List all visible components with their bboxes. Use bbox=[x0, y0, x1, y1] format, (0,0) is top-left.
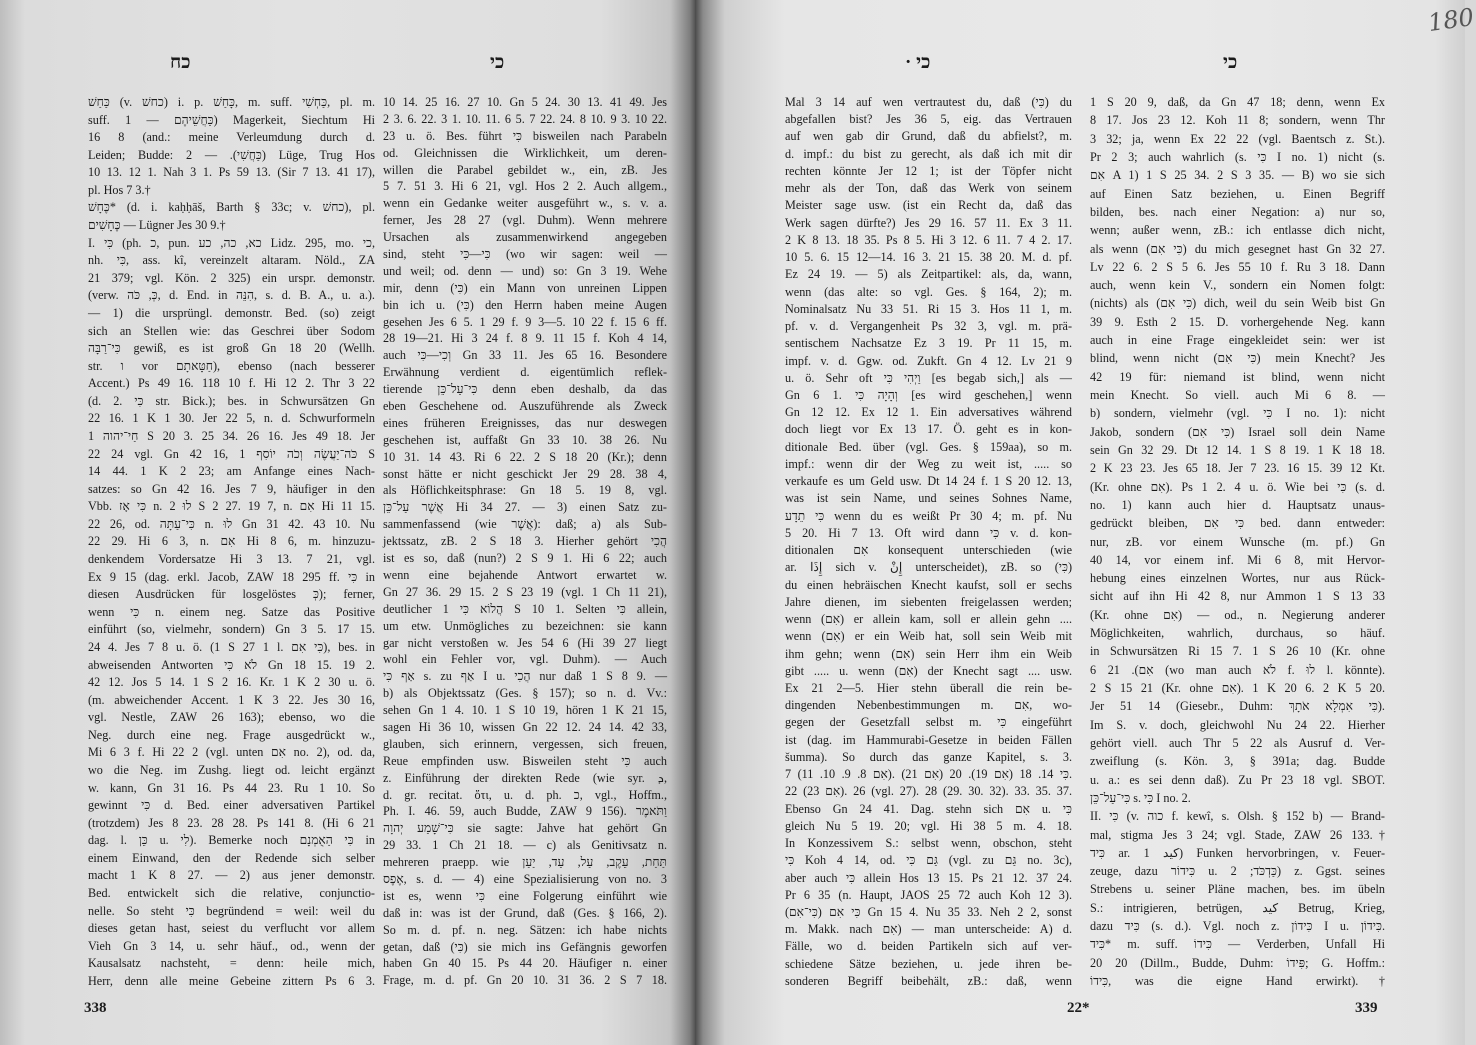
right-page bbox=[695, 0, 1465, 1045]
text-line: wenn; außer wenn, zB.: ich entlasse dich nicht, bbox=[1090, 223, 1385, 238]
text-line: אַף כִּי s. zu אַף I u. הֲכִי nur daß 1 S 8 9. — bbox=[383, 669, 668, 684]
text-line: אִם). 21 6 (wo man auch לֹא f. לוּ l. könnte). bbox=[1090, 662, 1385, 677]
text-line: 20 20 (Dillm., Budde, Duhm: פִּידוֹ; G. Hoffm.: bbox=[1090, 955, 1385, 970]
text-line: 16 8 (and.: meine Verleumdung durch d. bbox=[88, 130, 375, 145]
text-line: Neg. durch eine neg. Frage ausgedrückt w., bbox=[88, 727, 375, 742]
text-line: S.: intrigieren, betrügen, كيد Betrug, Krieg, bbox=[1090, 900, 1385, 915]
text-line: Möglichkeiten, wahrlich, durchaus, so häuf. bbox=[1090, 626, 1385, 641]
text-line: glauben, sich erinnern, vergessen, sich freuen, bbox=[383, 736, 667, 751]
text-line: diesen Ausdrücken für losgelöstes כְּ); ferner, bbox=[88, 587, 375, 602]
text-line: אֲשֶׁר עַל־כֵּן Hi 34 27. — 3) einen Satz zu- bbox=[383, 500, 667, 515]
text-line: כִּי־רַבָּה gewiß, es ist groß Gn 18 20 (Wellh. bbox=[88, 341, 375, 356]
text-line: du einen hebräischen Knecht kaufst, soll er sechs bbox=[785, 577, 1072, 592]
text-line: gesehen Jes 6 5. 1 29 f. 9 3—5. 10 22 f. 15 6 ff. bbox=[383, 314, 667, 329]
text-line: sammenfassend (wie אֲשֶׁר): daß; a) als Sub- bbox=[383, 517, 667, 532]
text-line: כַּחַשׁ (v. כחשׁ) i. p. כָּחַשׁ, m. suff. כַּחְשִׁי, pl. m. bbox=[88, 95, 375, 109]
text-line: und weil; od. denn — und) so: Gn 3 19. Wehe bbox=[383, 263, 667, 278]
text-line: macht 1 K 8 27. — 2) aus jener demonstr. bbox=[88, 868, 375, 883]
text-line: כִּי תֵדָע wenn du es weißt Pr 30 4; m. pf. Nu bbox=[785, 508, 1072, 523]
text-line: Bed. entwickelt sich die relative, conjunctio- bbox=[88, 886, 375, 901]
text-line: כִּי־עַל־כֵּן s. כִּי I no. 2. bbox=[1090, 790, 1191, 805]
text-line: auf Einen Satz beziehen, u. Einen Begriff bbox=[1090, 186, 1385, 201]
page-number: 338 bbox=[84, 1000, 107, 1016]
text-line: 24 4. Jes 7 8 u. ö. (1 S 27 1 l. כִּי אִם), bes. in bbox=[88, 639, 375, 654]
text-line: wo die Neg. im Zushg. liegt od. leicht ergänzt bbox=[88, 762, 375, 777]
text-line: eines früheren Ereignisses, das nur deswegen bbox=[383, 415, 667, 430]
text-line: m. Makk. nach אִם) — man unterscheide: A) d. bbox=[785, 922, 1073, 937]
text-line: bilden, bes. nach einer Negation: a) nur so, bbox=[1090, 204, 1385, 219]
text-line: Nominalsatz Nu 33 51. Ri 15 3. Hos 11 1, m. bbox=[785, 301, 1072, 316]
running-head-right: כי bbox=[490, 52, 505, 73]
text-line: Ebenso Gn 24 41. Dag. stehn sich אִם u. כִּי bbox=[785, 801, 1072, 816]
text-line: 40 14, vor einem inf. Mi 6 8, mit Hervor- bbox=[1090, 552, 1385, 567]
text-line: Reue empfinden usw. Bisweilen steht כִּי auch bbox=[383, 753, 667, 768]
text-line: gibt ..... u. wenn (אִם) der Knecht sagt .... usw. bbox=[785, 663, 1072, 678]
text-line: Accent.) Ps 49 16. 118 10 f. Hi 12 2. Thr 3 22 bbox=[88, 376, 375, 391]
text-line: 10 5. 6. 15 12—14. 16 3. 21 15. 38 20. M. d. pf. bbox=[785, 250, 1072, 265]
text-line: Mi 6 3 f. Hi 22 2 (vgl. unten אִם no. 2), od. da, bbox=[88, 745, 375, 760]
text-line: כֶּחָשִׁים — Lügner Jes 30 9.† bbox=[88, 218, 226, 233]
text-line: 2 S 15 21 (Kr. ohne אִם). 1 K 20 6. 2 K 5 20. bbox=[1090, 681, 1385, 695]
text-line: Leiden; Budde: כַּחֲשִׁי). — 2) Lüge, Trug Hos bbox=[88, 147, 376, 162]
text-line: dieses getan hast, seiest du verflucht vor allem bbox=[88, 921, 375, 936]
text-line: pl. Hos 7 3.† bbox=[88, 182, 151, 197]
text-line: z. Einführung der direkten Rede (wie syr. ܕ, bbox=[383, 770, 667, 785]
text-line: getan, daß (כִּי) sie mich ins Gefängnis geworfen bbox=[383, 939, 667, 954]
text-line: (verw. כְּ, כֹּה, d. End. in הִנֵּה, s. d. B. A., u. a.). bbox=[88, 288, 375, 303]
text-line: 7 (אִם 8. 9. 10. 11). כִּי 14. 18 (אִם 19). 20 (אִם 21). bbox=[785, 767, 1073, 782]
text-line: כֶּחָשׁ* (d. i. kaḥḥāš, Barth § 33c; v. כחשׁ), pl. bbox=[88, 200, 375, 215]
text-line: Strebens u. seiner Pläne machen, bes. im übeln bbox=[1090, 882, 1385, 897]
text-line: I. כִּי (ph. כ, pun. כא, כה, כע Lidz. 295, mo. כי, bbox=[88, 235, 376, 250]
text-column-1 bbox=[785, 94, 1072, 989]
text-line: 22 26, od. כִּי־עַתָּה n. לוּ Gn 31 42. 43 10. Nu bbox=[88, 516, 375, 531]
text-column-2 bbox=[383, 94, 667, 989]
text-line: Vbb. כִּי אָז n. לוּ 2 S 2 27. 19 7, n. אִם Hi 11 15. bbox=[88, 499, 376, 514]
text-line: (m. abweichender Accent. 1 K 3 22. Jes 30 16, bbox=[88, 692, 375, 707]
text-line: hebung eines einzelnen Wortes, nur aus Rück- bbox=[1090, 571, 1385, 586]
text-line: schiedene Sätze beziehen, u. jede ihren be- bbox=[785, 956, 1072, 971]
text-line: ist (dag. im Hammurabi-Gesetze in beiden Fällen bbox=[785, 732, 1072, 747]
text-line: II. כִּי (v. כוה f. kewî, s. Olsh. § 152 b) — Brand- bbox=[1090, 809, 1385, 824]
text-line: wenn (das alte: so vgl. Ges. § 164, 2); m. bbox=[785, 284, 1072, 299]
page-number: 339 bbox=[1355, 1000, 1378, 1016]
text-line: abweisenden Antworten לֹא כִּי Gn 18 15. 19 2. bbox=[88, 657, 375, 672]
text-line: — 1) die ursprüngl. demonstr. Bed. (so) zeigt bbox=[88, 305, 375, 320]
text-line: mir, denn (כִּי) ein Mann von unreinen Lippen bbox=[383, 280, 668, 295]
text-line: wenn (אִם) er allein kam, soll er allein gehn .... bbox=[785, 612, 1072, 627]
text-line: als wenn (כִּי אִם) du mich gesegnet hast Gn 32 27. bbox=[1090, 241, 1385, 256]
text-line: als Höflichkeitsphrase: Gn 18 5. 19 8, vgl. bbox=[383, 483, 667, 498]
text-line: (Kr. ohne אִם). Ps 1 2. 4 u. ö. Wie bei כִּי (s. d. bbox=[1090, 479, 1385, 494]
text-line: einem Einwand, den der Redende sich selber bbox=[88, 850, 375, 865]
text-line: Werk sagen dürfte?) Jes 29 16. 57 11. Ex 3 11. bbox=[785, 215, 1072, 230]
text-line: wenn eine bejahende Antwort erwartet w. bbox=[383, 567, 667, 582]
text-line: 21 379; vgl. Kön. 2 325) ein urspr. demonstr. bbox=[88, 270, 375, 285]
text-line: bin ich u. (כִּי) den Herrn haben meine Augen bbox=[383, 297, 667, 312]
text-line: wenn ein Gedanke weiter ausgeführt w., s. v. a. bbox=[383, 196, 667, 211]
running-head-right: כי bbox=[1223, 52, 1238, 73]
text-line: d. impf.: du bist zu gerecht, als daß ich mit dir bbox=[785, 146, 1072, 161]
text-line: sicht auf ihn Hi 42 8, nur Ammon 1 S 13 33 bbox=[1090, 589, 1385, 604]
text-column-2 bbox=[1090, 94, 1385, 989]
text-line: impf.: wenn dir der Weg zu weit ist, ..... so bbox=[785, 456, 1072, 471]
text-line: abgefallen bist? Jes 36 5, eig. das Vertrauen bbox=[785, 112, 1072, 127]
text-line: wenn כִּי n. einem neg. Satze das Positive bbox=[88, 604, 375, 619]
text-line: 22 (אִם 23). 26 (vgl. 27). 28 (29. 30. 32). 33. 35. 37. bbox=[785, 784, 1073, 799]
text-line: gedrückt bleiben, כִּי אִם bed. dann entweder: bbox=[1090, 516, 1385, 531]
text-line: daß in: was ist der Grund, daß (Ges. § 166, 2). bbox=[383, 905, 667, 920]
text-line: nh. כִּי, ass. kî, vereinzelt altaram. Nöld., ZA bbox=[88, 253, 376, 268]
text-line: 22 16. 1 K 1 30. Jer 22 5, n. d. Schwurformeln bbox=[88, 411, 375, 426]
text-line: Gn 12 12. Ex 12 1. Ein adversatives während bbox=[785, 405, 1072, 420]
text-line: כִּי Koh 4 14, od. גַּם כִּי (vgl. zu גַּם no. 3c), bbox=[785, 853, 1073, 868]
text-line: Mal 3 14 auf wen vertrautest du, daß (כִּי) du bbox=[785, 95, 1073, 109]
text-line: (nichts) als (כִּי אִם) dich, weil du sein Weib bist Gn bbox=[1090, 296, 1385, 311]
text-line: gehört viell. auch Thr 5 22 als Ausruf d. Ver- bbox=[1090, 735, 1385, 750]
text-line: כִּידוֹ, was die eigne Hand erwirkt).† bbox=[1090, 974, 1385, 988]
text-line: 22 29. Hi 6 3, n. אִם Hi 8 6, m. hinzuzu- bbox=[88, 534, 376, 549]
text-line: suff. כַּחֲשֵׁיהֶם — 1) Magerkeit, Siechtum Hi bbox=[88, 112, 376, 127]
text-line: ditionale Bed. über (vgl. Ges. § 159aa), so m. bbox=[785, 439, 1072, 454]
text-line: כִּי אִם (כִּי־אִם) Gn 15 4. Nu 35 33. Neh 2 2, sonst bbox=[785, 905, 1072, 920]
text-line: 10 14. 25 16. 27 10. Gn 5 24. 30 13. 41 49. Jes bbox=[383, 95, 667, 109]
text-line: tierende כִּי־עַל־כֵּן denn eben deshalb, da das bbox=[383, 382, 667, 397]
text-line: 39 9. Esth 2 15. D. vorhergehende Neg. kann bbox=[1090, 314, 1385, 329]
text-line: rechten könnte Jer 12 1; ist der Töpfer nicht bbox=[785, 163, 1072, 178]
text-line: mal, stigma Jes 3 24; vgl. Stade, ZAW 26 133.† bbox=[1090, 827, 1385, 842]
text-line: 3 32; ja, wenn Ex 22 22 (vgl. Baentsch z. St.). bbox=[1090, 131, 1385, 146]
text-line: כִּיד ar. كيد 1) Funken hervorbringen, v. Feuer- bbox=[1090, 845, 1386, 860]
text-line: gewinnt כִּי d. Bed. einer adversativen Partikel bbox=[88, 798, 376, 813]
text-line: in Schwursätzen Ri 15 7. 1 S 26 10 (Kr. ohne bbox=[1090, 644, 1385, 659]
text-line: sentischem Nachsatze Ez 3 19. Pr 11 15, m. bbox=[785, 336, 1072, 351]
text-line: ar. إِذَا sich v. إِنْ unterscheidet), zB. so (כִּי) bbox=[785, 560, 1072, 575]
text-line: (trotzdem) Jes 8 23. 28 28. Ps 141 8. (Hi 6 21 bbox=[88, 815, 375, 830]
text-line: ist es, wenn כִּי eine Folgerung einführt wie bbox=[383, 888, 667, 903]
text-line: um etw. Unmögliches zu bezeichnen: sie kann bbox=[383, 618, 667, 633]
text-line: u. a.: es sei denn daß). Zu Pr 23 18 vgl. SBOT. bbox=[1090, 772, 1385, 787]
text-line: vgl. Nestle, ZAW 26 163); ebenso, wo die bbox=[88, 710, 375, 725]
text-line: aber auch כִּי allein Hos 13 15. Ps 21 12. 37 24. bbox=[785, 870, 1072, 885]
text-line: In Konzessivem S.: selbst wenn, obschon, steht bbox=[785, 836, 1072, 851]
text-line: 22 24 vgl. Gn 42 16, כֹּה־יַעֲשֶׂה וְכֹה יוֹסִף 1 S bbox=[88, 446, 376, 461]
text-line: gar nicht verstoßen w. Jes 54 6 (Hi 39 27 liegt bbox=[383, 635, 667, 650]
text-line: Ex 9 15 (dag. erkl. Jacob, ZAW 18 295 ff. כִּי in bbox=[88, 569, 375, 584]
text-line: zeuge, dazu כִּידוֹר u. כַּדְכֹּד; 2) z. Ggst. seines bbox=[1090, 864, 1385, 879]
text-line: 42 19 für: niemand ist blind, wenn nicht bbox=[1090, 369, 1385, 384]
text-line: šumma). So durch das ganze Kapitel, s. 3. bbox=[785, 749, 1072, 764]
text-line: willen die Parabel gebildet w., ein, zB. Jes bbox=[383, 162, 667, 177]
text-line: eben Geschehene od. Auszuführende als Zweck bbox=[383, 399, 667, 414]
text-line: (d. 2. כִּי str. Bick.); bes. in Schwursätzen Gn bbox=[88, 393, 375, 408]
text-line: חַי־יהוה 1 S 20 3. 25 34. 26 16. Jes 49 18. Jer bbox=[88, 428, 375, 443]
text-line: einführt (so, vielmehr, sondern) Gn 3 5. 17 15. bbox=[88, 622, 375, 637]
left-page bbox=[0, 0, 695, 1045]
text-line: blind, wenn nicht (כִּי אִם) mein Knecht? Jes bbox=[1090, 351, 1385, 366]
text-line: d. gr. recitat. ὅτι, u. d. ph. כ, vgl., Hoffm., bbox=[383, 787, 667, 802]
text-line: אֶפֶס, s. d. — 4) eine Spezialisierung von no. 3 bbox=[383, 871, 667, 886]
text-line: ferner, Jes 28 27 (vgl. Duhm). Wenn mehrere bbox=[383, 213, 667, 228]
text-line: sonderen Begriff beibehält, zB.: daß, wenn bbox=[785, 973, 1072, 988]
text-line: 2 K 8 13. 18 35. Ps 8 5. Hi 3 12. 6 11. 7 4 2. 17. bbox=[785, 232, 1072, 247]
text-line: satzes: so Gn 42 16. Jes 7 9, häufiger in den bbox=[88, 481, 375, 496]
text-line: Fälle, wo d. beiden Partikeln sich auf ver- bbox=[785, 939, 1072, 954]
text-line: 5 20. Hi 7 13. Oft wird dann כִּי v. d. kon- bbox=[785, 525, 1072, 540]
text-line: Gn 6 1. וְהָיָה כִּי [es wird geschehen,] wenn bbox=[785, 387, 1072, 402]
text-line: 8 17. Jos 23 12. Koh 11 8; sondern, wenn Thr bbox=[1090, 113, 1385, 128]
text-line: 29 33. 1 Ch 21 18. — c) als Genitivsatz n. bbox=[383, 838, 667, 853]
text-line: Frage, m. d. pf. Gn 20 10. 31 36. 2 S 7 18. bbox=[383, 973, 667, 988]
text-line: אִם A 1) 1 S 25 34. 2 S 3 35. — B) wo sie sich bbox=[1090, 168, 1385, 183]
text-line: Gn 27 36. 29 15. 2 S 23 19 (vgl. 1 Ch 11 21), bbox=[383, 584, 667, 599]
text-line: 2 3. 6. 22. 3 1. 10. 11. 6 5. 7 22. 24. 8 10. 9 3. 10 22. bbox=[383, 111, 667, 126]
text-line: mein Knecht. So viell. auch Mi 6 8. — bbox=[1090, 388, 1385, 402]
text-line: wenn (אִם) er ein Weib hat, soll sein Weib mit bbox=[785, 629, 1072, 644]
text-line: mehreren praepp. wie תַּחַת, עֵקֶב, עַל, עַד, יַעַן bbox=[383, 855, 667, 870]
text-line: 10 31. 14 43. Ri 6 22. 2 S 18 20 (Kr.); denn bbox=[383, 449, 667, 464]
text-line: no. 1) kann auch hier d. Hauptsatz unaus- bbox=[1090, 497, 1385, 512]
text-line: gleich Nu 5 19. 20; vgl. Hi 38 5 m. 4. 18. bbox=[785, 818, 1072, 833]
text-line: Pr 2 3; auch wahrlich (s. כִּי I no. 1) nicht (s. bbox=[1090, 149, 1385, 164]
text-line: w. kann, Gn 31 16. Ps 44 23. Ru 1 10. So bbox=[88, 780, 375, 795]
text-line: geschehen ist, auffaßt Gn 33 10. 38 26. Nu bbox=[383, 432, 667, 447]
text-line: nelle. So steht כִּי begründend = weil: weil du bbox=[88, 903, 376, 918]
text-line: So m. d. pf. n. neg. Sätzen: ich habe nichts bbox=[383, 922, 667, 937]
text-line: auf wen gab dir Grund, daß du abfielst?, m. bbox=[785, 129, 1072, 144]
text-line: Pr 6 35 (n. Haupt, JAOS 25 72 auch Koh 12 3). bbox=[785, 887, 1072, 902]
text-line: Ez 24 19. — 5) als Zeitpartikel: als, da, wann, bbox=[785, 267, 1072, 282]
text-line: (Kr. ohne אִם) — od., n. Negierung anderer bbox=[1090, 607, 1386, 622]
text-line: u. ö. Sehr oft וַיְהִי כִּי [es begab sich,] als — bbox=[785, 370, 1072, 385]
text-line: Jakob, sondern (כִּי אִם) Israel soll dein Name bbox=[1090, 424, 1386, 439]
text-line: Herr, denn alle meine Gebeine zittern Ps 6 3. bbox=[88, 973, 375, 988]
text-line: auch in eine Frage eingekleidet sein: wer ist bbox=[1090, 333, 1385, 348]
text-line: denkendem Vordersatze Hi 3 13. 7 21, vgl. bbox=[88, 552, 375, 567]
text-line: auch וְכִי—כִּי Gn 33 11. Jes 65 16. Besondere bbox=[383, 348, 667, 363]
text-line: כִּיד* m. suff. כִּידוֹ — Verderben, Unfall Hi bbox=[1090, 937, 1385, 952]
text-line: sagen Hi 36 10, wissen Gn 22 12. 24 14. 42 33, bbox=[383, 719, 667, 734]
text-line: impf. v. d. Ggw. od. Zukft. Gn 4 12. Lv 21 9 bbox=[785, 353, 1072, 368]
text-line: auch, wenn kein V., sondern ein Nomen folgt: bbox=[1090, 278, 1385, 293]
running-head-left: כח bbox=[170, 52, 191, 73]
text-line: Ph. I. 46. 59, auch Budde, ZAW 9 156). וַתֹּאמֶר bbox=[383, 804, 667, 819]
text-line: כִּי־שָׁמַע יְהוָה sie sagte: Jahve hat gehört Gn bbox=[383, 821, 667, 836]
text-line: Meister sage usw. (ist ein Recht da, daß das bbox=[785, 198, 1072, 213]
text-line: 5 7. 51 3. Hi 6 21, vgl. Hos 2 2. Auch allgem., bbox=[383, 179, 667, 194]
text-line: ist es so, daß (nun?) 2 S 9 1. Hi 6 22; auch bbox=[383, 551, 667, 566]
text-line: verkaufe es um Geld usw. Dt 14 24 f. 1 S 20 12. 13, bbox=[785, 474, 1072, 489]
text-line: jektssatz, zB. 2 S 18 3. Hierher gehört הֲכִי bbox=[383, 534, 667, 549]
text-line: was ist sein Name, und seines Sohnes Name, bbox=[785, 491, 1072, 506]
text-line: b) sondern, vielmehr (vgl. כִּי I no. 1): nicht bbox=[1090, 406, 1386, 421]
text-line: gegen der Gesetzfall selbst m. כִּי eingeführt bbox=[785, 715, 1072, 730]
text-line: sehen Gn 1 4. 10. 1 S 10 19, hören 1 K 21 15, bbox=[383, 703, 667, 718]
text-line: sich an Stellen wie: das Geschrei über Sodom bbox=[88, 323, 375, 338]
text-line: mehr als der Ton, daß das Werk von seinem bbox=[785, 181, 1072, 196]
text-line: 14 44. 1 K 2 23; am Anfange eines Nach- bbox=[88, 464, 375, 479]
text-line: dag. l. כֵּן u. לִי). Bemerke noch כִּי הַאֻמְנָם in bbox=[88, 833, 375, 848]
text-line: 1 S 20 9, daß, da Gn 47 18; denn, wenn Ex bbox=[1090, 95, 1385, 109]
text-line: doch liegt vor Ex 13 17. Ö. geht es in kon- bbox=[785, 422, 1072, 437]
text-line: sonst hätte er nicht geschickt Jer 29 28. 38 4, bbox=[383, 466, 667, 481]
signature-mark: 22* bbox=[1067, 1000, 1090, 1016]
text-line: str. ו vor חַטָּאתָם), ebenso (nach besserer bbox=[88, 358, 375, 373]
text-line: b) als Objektssatz (Ges. § 157); so n. d. Vv.: bbox=[383, 686, 667, 701]
text-line: Im S. v. doch, gleichwohl Nu 24 22. Hierher bbox=[1090, 717, 1385, 732]
text-line: 2 K 23 23. Jes 65 18. Jer 7 23. 16 15. 39 12 Kt. bbox=[1090, 461, 1385, 476]
running-head-left: כי · bbox=[905, 52, 931, 73]
text-line: wohl ein Fehler vor, vgl. Duhm). — Auch bbox=[383, 652, 667, 667]
text-line: od. Gleichnissen die Wirklichkeit, um deren- bbox=[383, 145, 667, 160]
text-line: deutlicher הֲלוֹא כִּי 1 S 10 1. Selten כִּי allein, bbox=[383, 601, 667, 616]
text-line: Kausalsatz nachsteht, = denn: heile mich, bbox=[88, 956, 375, 971]
text-line: sein Gn 32 29. Dt 12 14. 1 S 8 19. 1 K 18 18. bbox=[1090, 442, 1385, 457]
text-line: Erwähnung verdient d. eigentümlich reflek- bbox=[383, 365, 667, 380]
text-line: nur, zB. vor einem Wunsche (m. pf.) Gn bbox=[1090, 534, 1385, 549]
text-line: 23 u. ö. Bes. führt כִּי bisweilen nach Parabeln bbox=[383, 128, 667, 143]
text-line: 42 12. Jos 5 14. 1 S 2 16. Kr. 1 K 2 30 u. ö. bbox=[88, 675, 375, 690]
text-line: haben Gn 40 15. Ps 44 20. Häufiger n. einer bbox=[383, 956, 667, 971]
text-line: 28 19—21. Hi 3 24 f. 8 9. 11 15 f. Koh 4 14, bbox=[383, 331, 667, 346]
text-line: dazu כִּיד (s. d.). Vgl. noch z. כִּידוֹן I u. כִּידוֹן. bbox=[1090, 919, 1385, 934]
text-line: 10 13. 12 1. Nah 3 1. Ps 59 13. (Sir 7 13. 41 17), bbox=[88, 165, 375, 180]
text-line: Lv 22 6. 2 S 5 6. Jes 55 10 f. Ru 3 18. Dann bbox=[1090, 259, 1385, 274]
text-line: sind, steht כִּי—כִּי (wo wir sagen: weil — bbox=[383, 247, 667, 262]
text-line: ihm gehn; wenn (אִם) sein Herr ihm ein Weib bbox=[785, 646, 1072, 661]
text-line: ditionalen אִם konsequent unterschieden (wie bbox=[785, 543, 1072, 558]
text-line: Ursachen als zusammenwirkend angegeben bbox=[383, 230, 667, 245]
text-column-1 bbox=[88, 94, 375, 989]
text-line: Vieh Gn 3 14, u. sehr häuf., od., wenn der bbox=[88, 938, 375, 953]
text-line: Ex 21 2—5. Hier stehn überall die rein be- bbox=[785, 680, 1072, 695]
text-line: Jer 51 14 (Giesebr., Duhm: כִּי אִמְלָא אֹתָךְ). bbox=[1090, 699, 1385, 714]
text-line: Jahre dienen, im siebenten freigelassen werden; bbox=[785, 594, 1072, 609]
text-line: pf. v. d. Vergangenheit Ps 32 3, vgl. m. prä- bbox=[785, 319, 1072, 334]
handwritten-page-mark: 180 bbox=[1426, 2, 1476, 38]
text-line: dingenden Nebenbestimmungen m. אִם, wo- bbox=[785, 698, 1072, 713]
text-line: zweiflung (s. Kön. 3, § 391a; dag. Budde bbox=[1090, 754, 1385, 769]
